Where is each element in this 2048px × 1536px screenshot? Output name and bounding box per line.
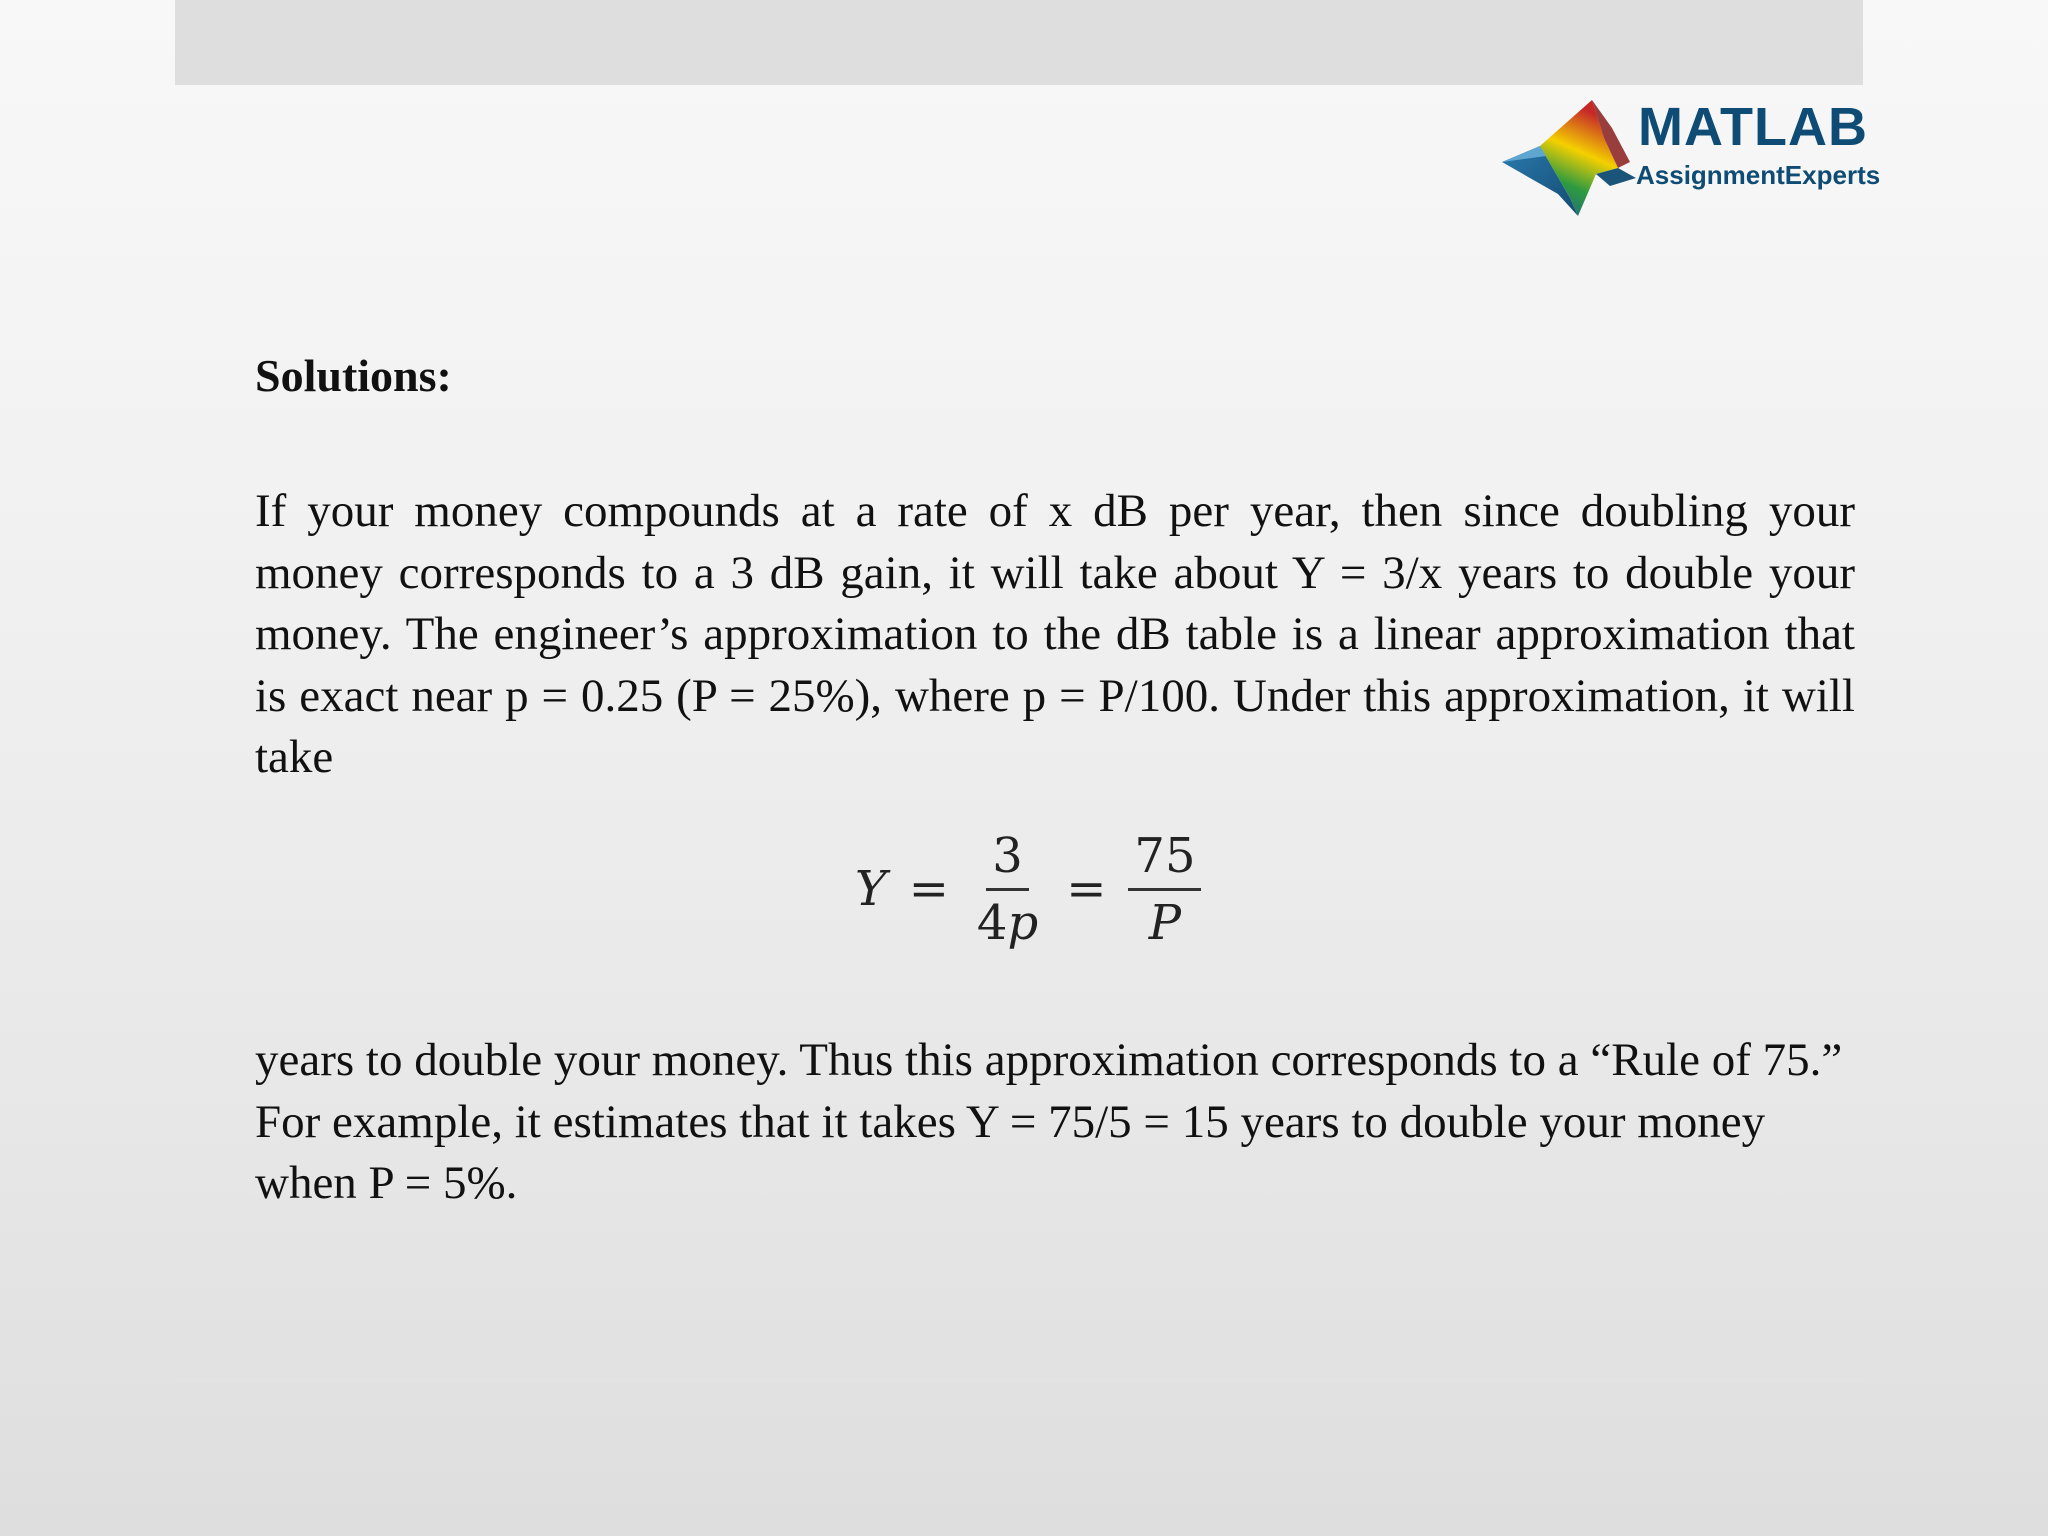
fraction-2-denominator: P [1148,894,1182,951]
solution-paragraph-2: years to double your money. Thus this approximation corresponds to a “Rule of 75.” For example, it estimates that it takes Y = 75/5 = 15 years to double your money when P = 5%. [255,1034,1843,1209]
logo-title: MATLAB [1638,97,1868,157]
rule-of-75-equation [855,824,1201,954]
fraction-75-over-p [1128,827,1201,951]
footer-divider [175,1378,1863,1382]
fraction-2-numerator: 75 [1128,832,1201,891]
fraction-1-numerator: 3 [986,832,1029,891]
fraction-1-denominator [971,891,1044,951]
solutions-heading: Solutions: [255,350,452,401]
equation-lhs: Y [855,861,887,917]
matlab-membrane-logo-icon [1500,98,1645,218]
fraction-3-over-4p [971,827,1044,951]
equation-equals-1: = [908,861,949,917]
equation-equals-2: = [1066,861,1107,917]
logo-subtitle: AssignmentExperts [1636,160,1881,190]
matlab-assignment-experts-logo [1500,94,1895,224]
solution-paragraph-1: If your money compounds at a rate of x dB per year, then since doubling your money corresponds to a 3 dB gain, it will take about Y = 3/x years to double your money. The engineer’s approximation to the dB table is a linear approximation that is exact near p = 0.25 (P = 25%), where p = P/100. Under this approximation, it will take [255,485,1855,783]
top-header-bar [175,0,1863,85]
fraction-1-denominator-var: p [1007,894,1039,951]
fraction-1-denominator-coef: 4 [976,894,1008,951]
